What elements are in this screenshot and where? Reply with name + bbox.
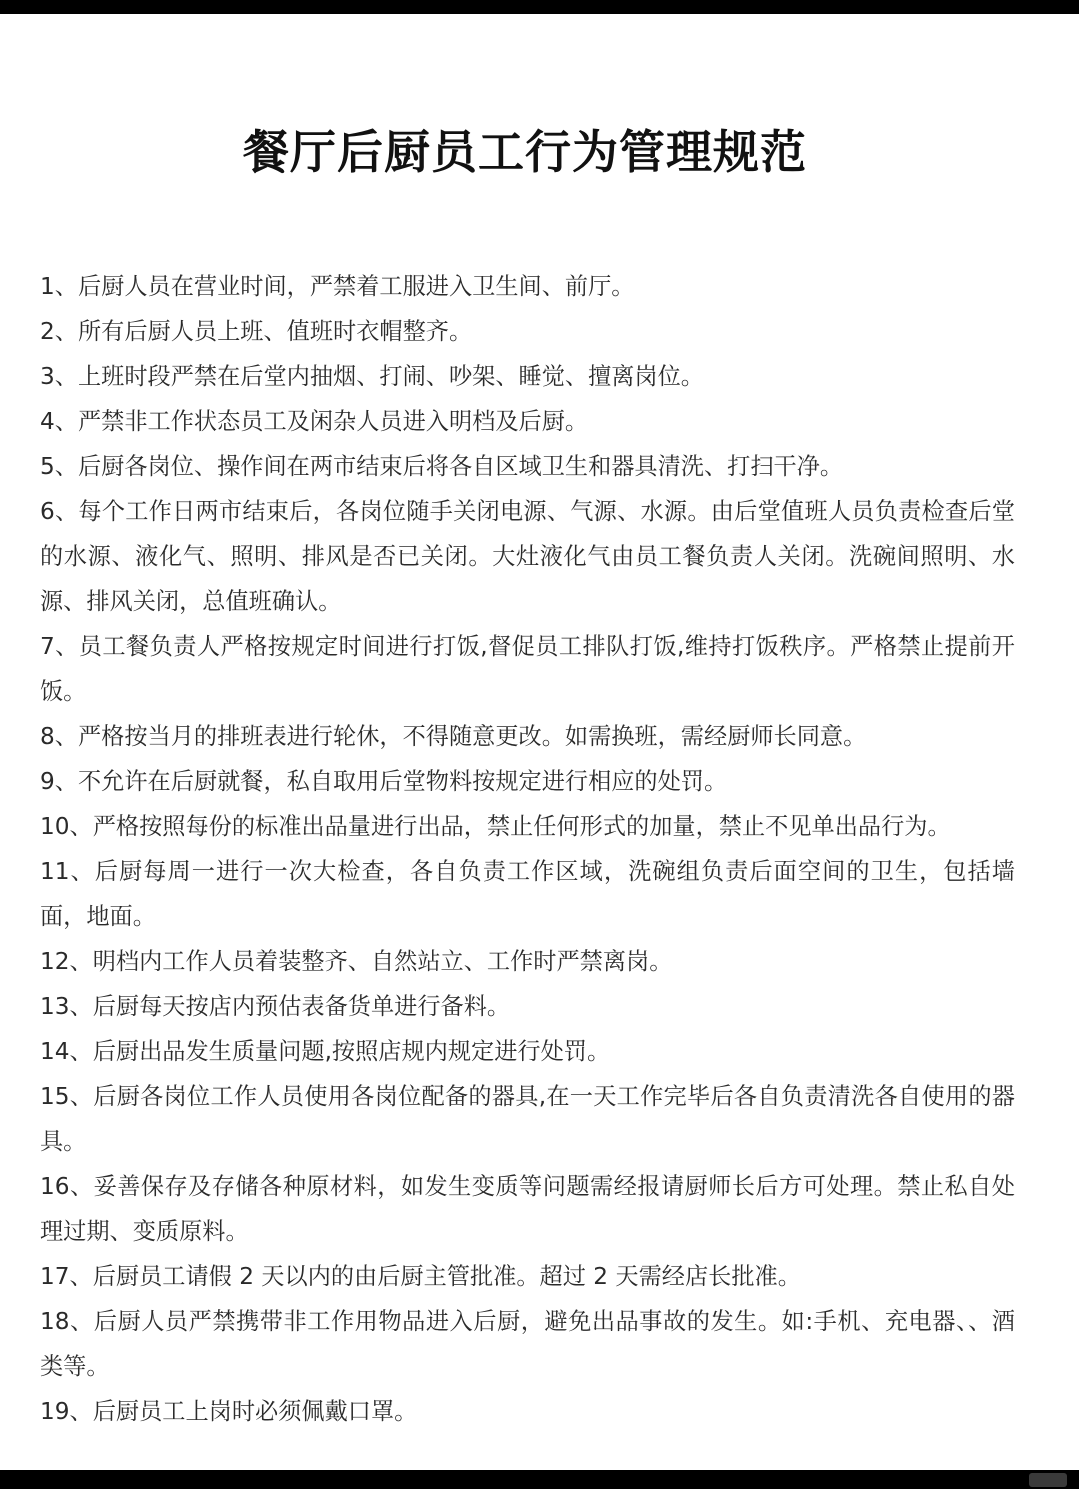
rule-item-19: 19、后厨员工上岗时必须佩戴口罩。 xyxy=(40,1398,418,1425)
rule-item-6: 6、每个工作日两市结束后，各岗位随手关闭电源、气源、水源。由后堂值班人员负责检查后堂的水源、液化气、照明、排风是否已关闭。大灶液化气由员工餐负责人关闭。洗碗间照明、水源、排风关闭，总值班确认。 xyxy=(40,498,1015,615)
rule-item-14: 14、后厨出品发生质量问题,按照店规内规定进行处罚。 xyxy=(40,1038,611,1065)
rule-item-17: 17、后厨员工请假 2 天以内的由后厨主管批准。超过 2 天需经店长批准。 xyxy=(40,1263,801,1290)
document-page xyxy=(0,14,1079,1470)
rule-item-7: 7、员工餐负责人严格按规定时间进行打饭,督促员工排队打饭,维持打饭秩序。严格禁止提前开饭。 xyxy=(40,633,1015,705)
rule-item-3: 3、上班时段严禁在后堂内抽烟、打闹、吵架、睡觉、擅离岗位。 xyxy=(40,363,704,390)
rule-item-11: 11、后厨每周一进行一次大检查，各自负责工作区域，洗碗组负责后面空间的卫生，包括墙面，地面。 xyxy=(40,858,1015,930)
top-border xyxy=(0,0,1079,14)
rule-item-2: 2、所有后厨人员上班、值班时衣帽整齐。 xyxy=(40,318,473,345)
rule-item-8: 8、严格按当月的排班表进行轮休，不得随意更改。如需换班，需经厨师长同意。 xyxy=(40,723,867,750)
rule-item-12: 12、明档内工作人员着装整齐、自然站立、工作时严禁离岗。 xyxy=(40,948,673,975)
rule-item-13: 13、后厨每天按店内预估表备货单进行备料。 xyxy=(40,993,511,1020)
rule-item-1: 1、后厨人员在营业时间，严禁着工服进入卫生间、前厅。 xyxy=(40,273,635,300)
rule-item-10: 10、严格按照每份的标准出品量进行出品，禁止任何形式的加量，禁止不见单出品行为。 xyxy=(40,813,951,840)
rule-item-9: 9、不允许在后厨就餐，私自取用后堂物料按规定进行相应的处罚。 xyxy=(40,768,728,795)
rule-item-15: 15、后厨各岗位工作人员使用各岗位配备的器具,在一天工作完毕后各自负责清洗各自使用的器具。 xyxy=(40,1083,1015,1155)
page-title: 餐厅后厨员工行为管理规范 xyxy=(243,125,807,179)
rule-item-16: 16、妥善保存及存储各种原材料，如发生变质等问题需经报请厨师长后方可处理。禁止私自处理过期、变质原料。 xyxy=(40,1173,1015,1245)
rules-list xyxy=(40,264,1015,1434)
bottom-border xyxy=(0,1470,1079,1489)
rule-item-5: 5、后厨各岗位、操作间在两市结束后将各自区域卫生和器具清洗、打扫干净。 xyxy=(40,453,844,480)
watermark-badge xyxy=(1029,1473,1067,1487)
rule-item-4: 4、严禁非工作状态员工及闲杂人员进入明档及后厨。 xyxy=(40,408,589,435)
rule-item-18: 18、后厨人员严禁携带非工作用物品进入后厨，避免出品事故的发生。如:手机、充电器、、酒类等。 xyxy=(40,1308,1015,1380)
